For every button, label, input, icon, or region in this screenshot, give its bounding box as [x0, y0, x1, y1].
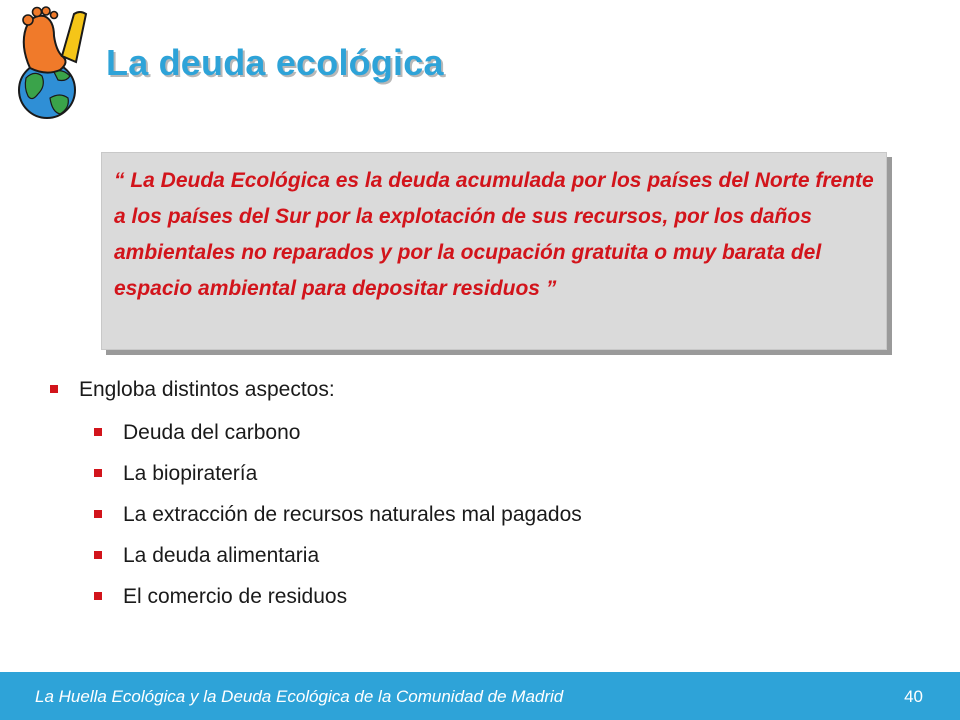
square-bullet-icon — [94, 510, 102, 518]
square-bullet-icon — [50, 385, 58, 393]
footer-bar — [0, 672, 960, 720]
sub-bullet-label: Deuda del carbono — [123, 421, 301, 444]
main-bullet-label: Engloba distintos aspectos: — [79, 378, 335, 401]
main-bullet-item — [48, 375, 335, 404]
definition-quote-text: “ La Deuda Ecológica es la deuda acumulada por los países del Norte frente a los países del Sur por la explotación de sus recursos, por los daños ambientales no reparados y por la ocupación gratuita o muy barata del espacio ambiental para depositar residuos ” — [114, 169, 874, 300]
footer-title: La Huella Ecológica y la Deuda Ecológica de la Comunidad de Madrid — [35, 687, 564, 706]
definition-quote-box — [101, 152, 887, 350]
sub-bullet-item — [92, 459, 582, 488]
sub-bullet-label: La deuda alimentaria — [123, 544, 320, 567]
sub-bullet-item — [92, 541, 582, 570]
square-bullet-icon — [94, 592, 102, 600]
sub-bullet-label: La biopiratería — [123, 462, 258, 485]
footprint-globe-logo-icon — [10, 6, 90, 122]
sub-bullet-item — [92, 418, 582, 447]
square-bullet-icon — [94, 469, 102, 477]
main-bullet-list — [48, 375, 335, 404]
square-bullet-icon — [94, 428, 102, 436]
sub-bullet-label: La extracción de recursos naturales mal pagados — [123, 503, 582, 526]
sub-bullet-list — [92, 418, 582, 623]
square-bullet-icon — [94, 551, 102, 559]
slide-title: La deuda ecológica — [106, 42, 444, 83]
sub-bullet-label: El comercio de residuos — [123, 585, 348, 608]
sub-bullet-item — [92, 582, 582, 611]
sub-bullet-item — [92, 500, 582, 529]
page-number: 40 — [904, 687, 923, 706]
